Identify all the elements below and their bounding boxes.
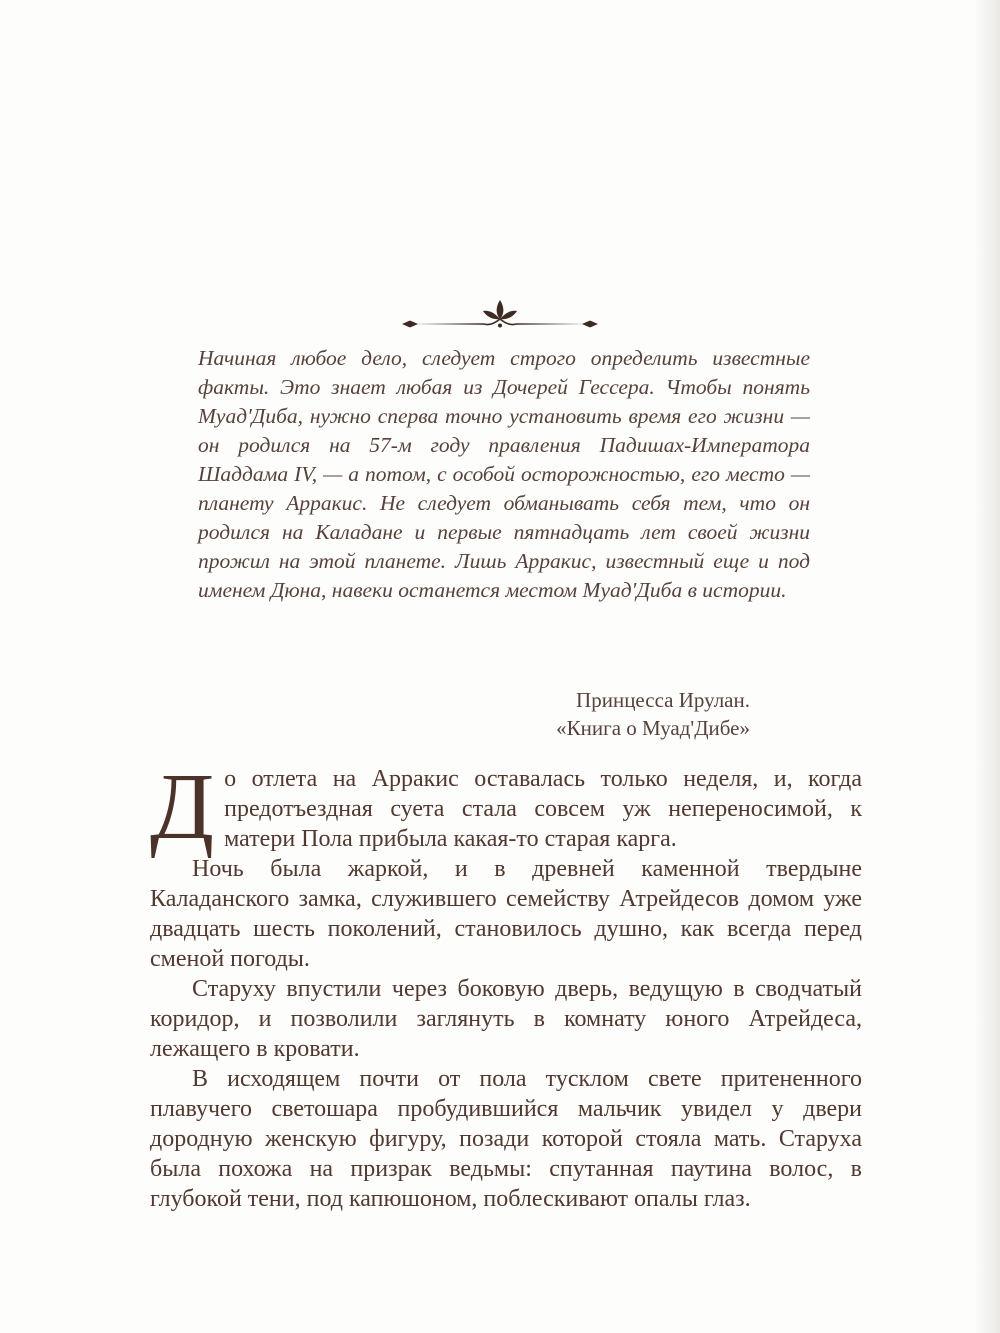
attribution-source: «Книга о Муад'Дибе» — [556, 716, 750, 740]
paragraph-3: Старуху впустили через боковую дверь, ведущую в сводчатый коридор, и позволили заглянуть в комнату юного Атрейдеса, лежащего в кровати. — [150, 976, 862, 1062]
paragraph-2: Ночь была жаркой, и в древней каменной твердыне Каладанского замка, служившего семейству Атрейдесов домом уже двадцать шесть поколений, становилось душно, как всегда перед сменой погоды. — [150, 856, 862, 972]
divider-ornament — [0, 298, 1000, 339]
scan-edge-shadow — [974, 0, 1000, 1333]
epigraph-attribution — [400, 686, 750, 742]
drop-cap: Д — [150, 755, 215, 859]
paragraph-1-text: о отлета на Арракис оставалась только неделя, и, когда предотъездная суета стала совсем уж непереносимой, к матери Пола прибыла какая-то старая карга. — [224, 766, 862, 852]
epigraph-text: Начиная любое дело, следует строго определить известные факты. Это знает любая из Дочерей Гессера. Чтобы понять Муад'Диба, нужно сперва точно установить время его жизни — он родился на 57-м году правления Падишах-Императора Шаддама IV, — а потом, с особой осторожностью, его место — планету Арракис. Не следует обманывать себя тем, что он родился на Каладане и первые пятнадцать лет своей жизни прожил на этой планете. Лишь Арракис, известный еще и под именем Дюна, навеки останется местом Муад'Диба в истории. — [198, 346, 810, 602]
paragraph-4: В исходящем почти от пола тусклом свете притененного плавучего светошара пробудившийся мальчик увидел у двери дородную женскую фигуру, позади которой стояла мать. Старуха была похожа на призрак ведьмы: спутанная паутина волос, в глубокой тени, под капюшоном, поблескивают опалы глаз. — [150, 1066, 862, 1212]
fleur-de-lis-divider-icon — [390, 298, 610, 334]
attribution-author: Принцесса Ирулан. — [576, 688, 750, 712]
paragraph-1 — [150, 755, 862, 859]
chapter-body — [150, 755, 862, 1214]
